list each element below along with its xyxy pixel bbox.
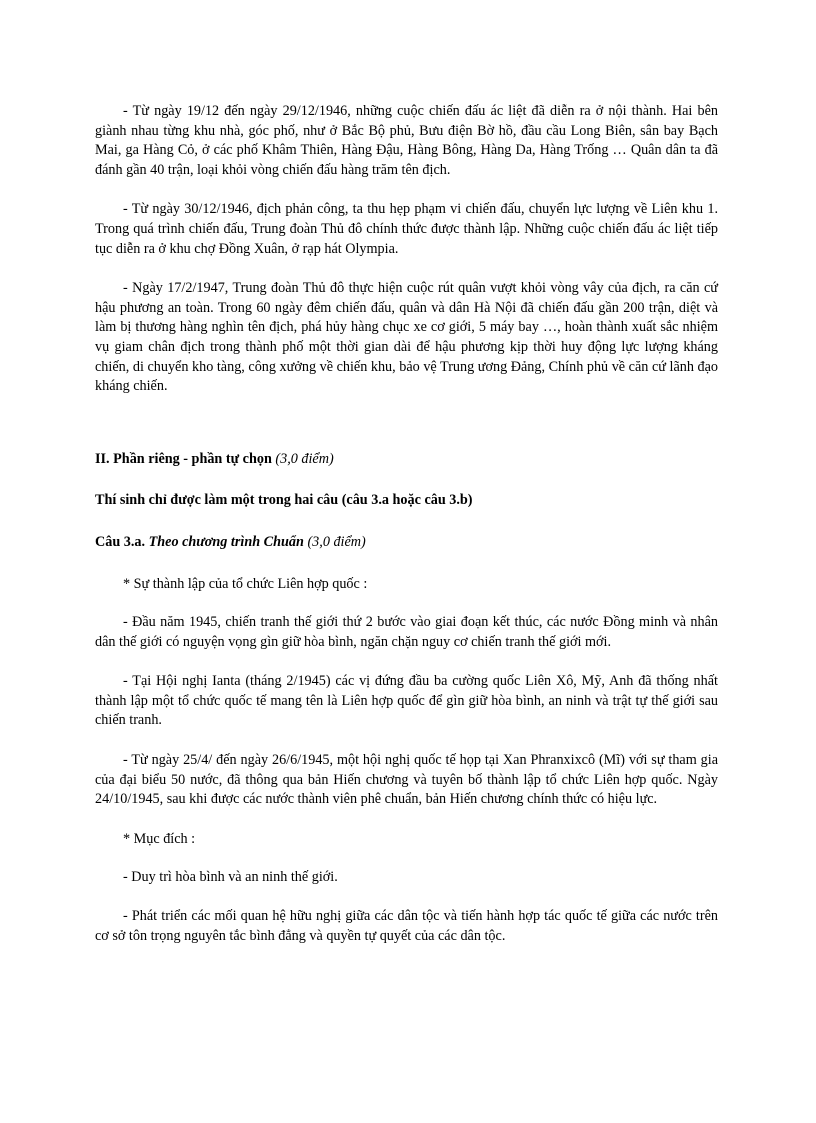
- question-program: Theo chương trình Chuẩn: [148, 533, 304, 550]
- section-heading-points: (3,0 điểm): [275, 450, 334, 467]
- document-page: [95, 102, 718, 966]
- establishment-title: * Sự thành lập của tổ chức Liên hợp quốc :: [123, 575, 368, 592]
- instruction-text: Thí sinh chỉ được làm một trong hai câu (câu 3.a hoặc câu 3.b): [95, 492, 473, 509]
- paragraph-withdrawal: - Ngày 17/2/1947, Trung đoàn Thủ đô thực hiện cuộc rút quân vượt khỏi vòng vây của địch, ra căn cứ hậu phương an toàn. Trong 60 ngày đêm chiến đấu, quân và dân Hà Nội đã chiến đấu gần 200 trận, diệt và làm bị thương hàng nghìn tên địch, phá hủy hàng chục xe cơ giới, 5 máy bay …, hoàn thành xuất sắc nhiệm vụ giam chân địch trong thành phố một thời gian dài để hậu phương kịp thời huy động lực lượng kháng chiến, di chuyển kho tàng, công xưởng về chiến khu, bảo vệ Trung ương Đảng, Chính phủ về căn cứ lãnh đạo kháng chiến.: [95, 280, 718, 395]
- purpose-item-relations: - Phát triển các mối quan hệ hữu nghị giữa các dân tộc và tiến hành hợp tác quốc tế giữa các nước trên cơ sở tôn trọng nguyên tắc bình đẳng và quyền tự quyết của các dân tộc.: [95, 908, 718, 944]
- purpose-title: * Mục đích :: [123, 830, 196, 847]
- question-points: (3,0 điểm): [307, 533, 366, 550]
- paragraph-yalta: - Tại Hội nghị Ianta (tháng 2/1945) các vị đứng đầu ba cường quốc Liên Xô, Mỹ, Anh đã thống nhất thành lập một tổ chức quốc tế mang tên là Liên hợp quốc để gìn giữ hòa bình, an ninh và trật tự thế giới sau chiến tranh.: [95, 673, 718, 729]
- purpose-item-peace: - Duy trì hòa bình và an ninh thế giới.: [123, 869, 338, 886]
- spacer: [95, 417, 718, 450]
- question-label: Câu 3.a.: [95, 533, 146, 550]
- section-heading: [95, 450, 718, 470]
- paragraph-counterattack: - Từ ngày 30/12/1946, địch phản công, ta thu hẹp phạm vi chiến đấu, chuyển lực lượng về Liên khu 1. Trong quá trình chiến đấu, Trung đoàn Thủ đô chính thức được thành lập. Những cuộc chiến đấu ác liệt tiếp tục diễn ra ở khu chợ Đồng Xuân, ở rạp hát Olympia.: [95, 201, 718, 257]
- question-heading: [95, 533, 718, 553]
- paragraph-san-francisco: - Từ ngày 25/4/ đến ngày 26/6/1945, một hội nghị quốc tế họp tại Xan Phranxixcô (Mĩ) với sự tham gia của đại biểu 50 nước, đã thông qua bản Hiến chương và tuyên bố thành lập tổ chức Liên hợp quốc. Ngày 24/10/1945, sau khi được các nước thành viên phê chuẩn, bản Hiến chương chính thức có hiệu lực.: [95, 752, 718, 808]
- paragraph-battle-inner-city: - Từ ngày 19/12 đến ngày 29/12/1946, những cuộc chiến đấu ác liệt đã diễn ra ở nội thành. Hai bên giành nhau từng khu nhà, góc phố, như ở Bắc Bộ phủ, Bưu điện Bờ hồ, đầu cầu Long Biên, sân bay Bạch Mai, ga Hàng Cỏ, ở các phố Khâm Thiên, Hàng Đậu, Hàng Bông, Hàng Da, Hàng Trống … Quân dân ta đã đánh gần 40 trận, loại khỏi vòng chiến đấu hàng trăm tên địch.: [95, 103, 718, 178]
- section-heading-text: II. Phần riêng - phần tự chọn: [95, 450, 272, 467]
- paragraph-end-of-war: - Đầu năm 1945, chiến tranh thế giới thứ 2 bước vào giai đoạn kết thúc, các nước Đồng minh và nhân dân thế giới có nguyện vọng gìn giữ hòa bình, ngăn chặn nguy cơ chiến tranh thế giới mới.: [95, 614, 718, 650]
